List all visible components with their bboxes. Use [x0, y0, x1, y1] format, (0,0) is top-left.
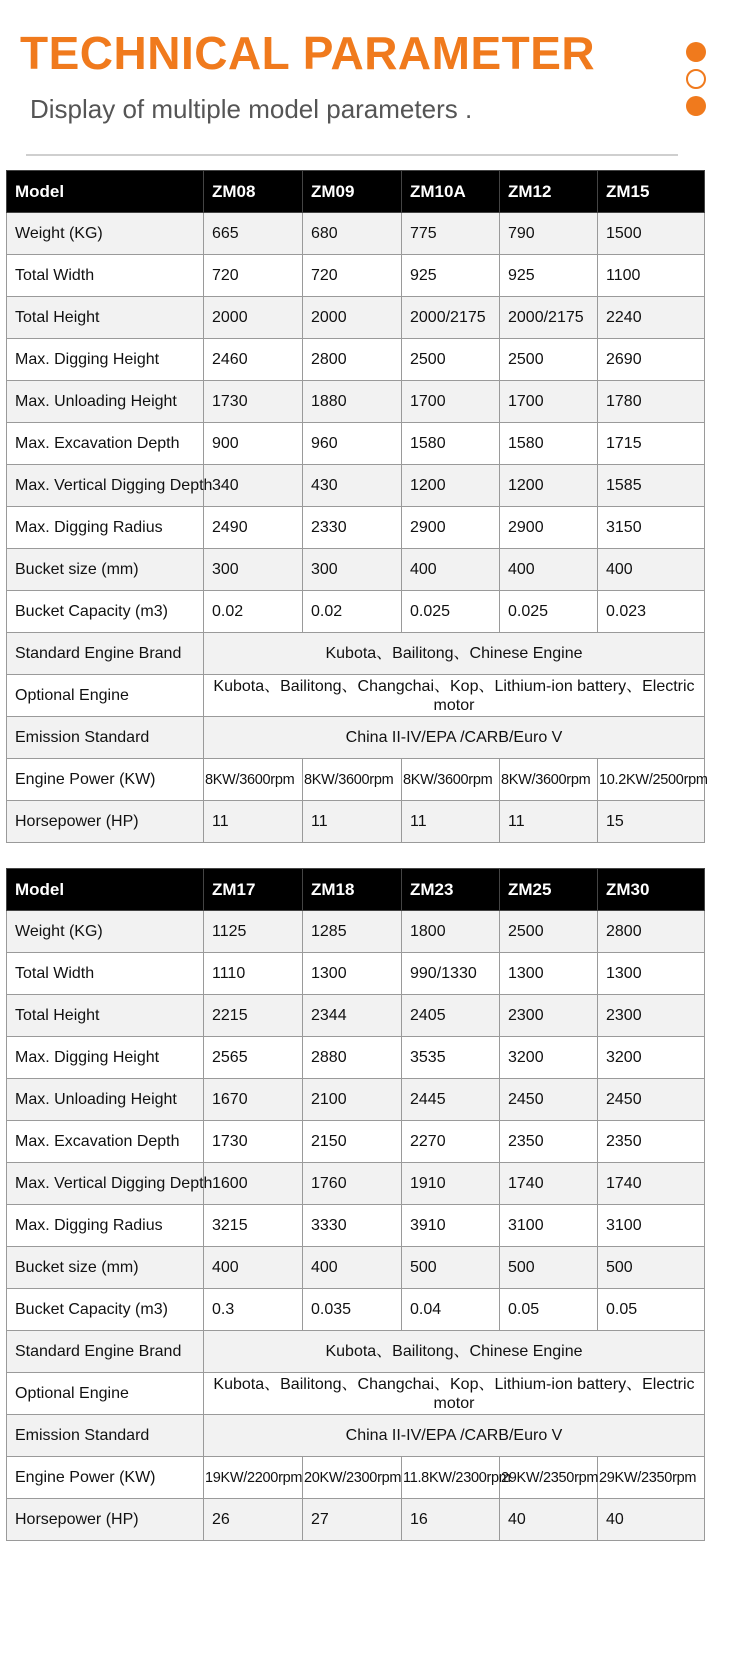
value-cell: 11 — [402, 801, 500, 843]
table-row — [7, 339, 705, 381]
spanning-value-cell: Kubota、Bailitong、Changchai、Kop、Lithium-ion battery、Electric motor — [204, 675, 705, 717]
value-cell: 775 — [402, 213, 500, 255]
table-header-row — [7, 869, 705, 911]
value-cell: 2565 — [204, 1037, 303, 1079]
table-row — [7, 507, 705, 549]
value-cell: 2000/2175 — [500, 297, 598, 339]
value-cell: 720 — [204, 255, 303, 297]
value-cell: 2000/2175 — [402, 297, 500, 339]
table-row — [7, 1121, 705, 1163]
value-cell: 2800 — [303, 339, 402, 381]
value-cell: 11 — [303, 801, 402, 843]
model-header-cell: Model — [7, 171, 204, 213]
value-cell: 400 — [303, 1247, 402, 1289]
row-label: Max. Excavation Depth — [7, 1121, 204, 1163]
value-cell: 1730 — [204, 381, 303, 423]
value-cell: 1585 — [598, 465, 705, 507]
table-row — [7, 911, 705, 953]
value-cell: 2000 — [204, 297, 303, 339]
value-cell: 1200 — [500, 465, 598, 507]
table-row — [7, 1079, 705, 1121]
value-cell: 3535 — [402, 1037, 500, 1079]
table-row — [7, 1415, 705, 1457]
value-cell: 0.025 — [500, 591, 598, 633]
row-label: Bucket Capacity (m3) — [7, 1289, 204, 1331]
value-cell: 990/1330 — [402, 953, 500, 995]
value-cell: 27 — [303, 1499, 402, 1541]
page-title: TECHNICAL PARAMETER — [20, 27, 596, 79]
table-row — [7, 633, 705, 675]
model-name-cell: ZM10A — [402, 171, 500, 213]
value-cell: 1110 — [204, 953, 303, 995]
value-cell: 1880 — [303, 381, 402, 423]
row-label: Max. Vertical Digging Depth — [7, 465, 204, 507]
value-cell: 300 — [204, 549, 303, 591]
value-cell: 0.05 — [598, 1289, 705, 1331]
value-cell: 8KW/3600rpm — [303, 759, 402, 801]
value-cell: 2100 — [303, 1079, 402, 1121]
row-label: Horsepower (HP) — [7, 1499, 204, 1541]
table-row — [7, 255, 705, 297]
table-row — [7, 1037, 705, 1079]
value-cell: 2150 — [303, 1121, 402, 1163]
value-cell: 680 — [303, 213, 402, 255]
table-header-row — [7, 171, 705, 213]
value-cell: 3330 — [303, 1205, 402, 1247]
decorative-dots — [686, 42, 708, 123]
value-cell: 10.2KW/2500rpm — [598, 759, 705, 801]
value-cell: 2500 — [402, 339, 500, 381]
value-cell: 2445 — [402, 1079, 500, 1121]
model-name-cell: ZM30 — [598, 869, 705, 911]
value-cell: 2300 — [500, 995, 598, 1037]
value-cell: 40 — [598, 1499, 705, 1541]
value-cell: 8KW/3600rpm — [204, 759, 303, 801]
value-cell: 960 — [303, 423, 402, 465]
value-cell: 8KW/3600rpm — [500, 759, 598, 801]
value-cell: 300 — [303, 549, 402, 591]
value-cell: 340 — [204, 465, 303, 507]
value-cell: 2500 — [500, 911, 598, 953]
filled-dot-icon — [686, 96, 706, 116]
value-cell: 1580 — [500, 423, 598, 465]
value-cell: 665 — [204, 213, 303, 255]
model-name-cell: ZM08 — [204, 171, 303, 213]
value-cell: 2270 — [402, 1121, 500, 1163]
value-cell: 1200 — [402, 465, 500, 507]
value-cell: 1740 — [598, 1163, 705, 1205]
value-cell: 16 — [402, 1499, 500, 1541]
value-cell: 3150 — [598, 507, 705, 549]
value-cell: 15 — [598, 801, 705, 843]
value-cell: 400 — [598, 549, 705, 591]
value-cell: 1285 — [303, 911, 402, 953]
value-cell: 400 — [204, 1247, 303, 1289]
row-label: Max. Excavation Depth — [7, 423, 204, 465]
row-label: Max. Unloading Height — [7, 1079, 204, 1121]
table-row — [7, 1247, 705, 1289]
value-cell: 2000 — [303, 297, 402, 339]
value-cell: 19KW/2200rpm — [204, 1457, 303, 1499]
table-row — [7, 1289, 705, 1331]
value-cell: 0.035 — [303, 1289, 402, 1331]
row-label: Weight (KG) — [7, 213, 204, 255]
value-cell: 1600 — [204, 1163, 303, 1205]
value-cell: 2500 — [500, 339, 598, 381]
filled-dot-icon — [686, 42, 706, 62]
value-cell: 2330 — [303, 507, 402, 549]
value-cell: 3100 — [500, 1205, 598, 1247]
value-cell: 1730 — [204, 1121, 303, 1163]
value-cell: 1300 — [303, 953, 402, 995]
spec-table-1 — [6, 170, 708, 843]
table-row — [7, 1163, 705, 1205]
row-label: Bucket Capacity (m3) — [7, 591, 204, 633]
table-row — [7, 801, 705, 843]
value-cell: 3910 — [402, 1205, 500, 1247]
value-cell: 2880 — [303, 1037, 402, 1079]
value-cell: 2800 — [598, 911, 705, 953]
value-cell: 1740 — [500, 1163, 598, 1205]
model-header-cell: Model — [7, 869, 204, 911]
row-label: Emission Standard — [7, 717, 204, 759]
row-label: Max. Vertical Digging Depth — [7, 1163, 204, 1205]
row-label: Engine Power (KW) — [7, 759, 204, 801]
model-name-cell: ZM12 — [500, 171, 598, 213]
row-label: Total Width — [7, 953, 204, 995]
table-row — [7, 717, 705, 759]
value-cell: 3100 — [598, 1205, 705, 1247]
row-label: Max. Digging Height — [7, 1037, 204, 1079]
value-cell: 1800 — [402, 911, 500, 953]
model-name-cell: ZM18 — [303, 869, 402, 911]
ring-dot-icon — [686, 69, 706, 89]
value-cell: 0.025 — [402, 591, 500, 633]
value-cell: 925 — [402, 255, 500, 297]
value-cell: 500 — [500, 1247, 598, 1289]
value-cell: 11 — [500, 801, 598, 843]
row-label: Standard Engine Brand — [7, 1331, 204, 1373]
value-cell: 720 — [303, 255, 402, 297]
value-cell: 0.02 — [204, 591, 303, 633]
spec-table-2 — [6, 868, 705, 1541]
row-label: Bucket size (mm) — [7, 1247, 204, 1289]
value-cell: 925 — [500, 255, 598, 297]
value-cell: 0.3 — [204, 1289, 303, 1331]
value-cell: 40 — [500, 1499, 598, 1541]
value-cell: 1300 — [598, 953, 705, 995]
value-cell: 0.023 — [598, 591, 705, 633]
model-name-cell: ZM15 — [598, 171, 705, 213]
value-cell: 2690 — [598, 339, 705, 381]
table-row — [7, 1205, 705, 1247]
value-cell: 26 — [204, 1499, 303, 1541]
value-cell: 1700 — [500, 381, 598, 423]
value-cell: 8KW/3600rpm — [402, 759, 500, 801]
row-label: Total Height — [7, 995, 204, 1037]
table-row — [7, 549, 705, 591]
value-cell: 500 — [402, 1247, 500, 1289]
value-cell: 2450 — [598, 1079, 705, 1121]
table-row — [7, 381, 705, 423]
value-cell: 0.05 — [500, 1289, 598, 1331]
model-name-cell: ZM23 — [402, 869, 500, 911]
value-cell: 400 — [402, 549, 500, 591]
row-label: Bucket size (mm) — [7, 549, 204, 591]
value-cell: 2215 — [204, 995, 303, 1037]
table-row — [7, 995, 705, 1037]
row-label: Max. Digging Height — [7, 339, 204, 381]
table-row — [7, 675, 705, 717]
row-label: Emission Standard — [7, 1415, 204, 1457]
value-cell: 3200 — [598, 1037, 705, 1079]
row-label: Optional Engine — [7, 1373, 204, 1415]
row-label: Total Width — [7, 255, 204, 297]
table-row — [7, 1457, 705, 1499]
value-cell: 20KW/2300rpm — [303, 1457, 402, 1499]
table-row — [7, 1373, 705, 1415]
value-cell: 2900 — [402, 507, 500, 549]
page-subtitle: Display of multiple model parameters . — [30, 94, 473, 124]
value-cell: 2900 — [500, 507, 598, 549]
value-cell: 1100 — [598, 255, 705, 297]
row-label: Max. Unloading Height — [7, 381, 204, 423]
value-cell: 1580 — [402, 423, 500, 465]
value-cell: 1700 — [402, 381, 500, 423]
value-cell: 790 — [500, 213, 598, 255]
table-row — [7, 213, 705, 255]
value-cell: 2490 — [204, 507, 303, 549]
table-row — [7, 465, 705, 507]
table-row — [7, 953, 705, 995]
row-label: Engine Power (KW) — [7, 1457, 204, 1499]
table-row — [7, 591, 705, 633]
value-cell: 0.02 — [303, 591, 402, 633]
value-cell: 1125 — [204, 911, 303, 953]
model-name-cell: ZM09 — [303, 171, 402, 213]
table-row — [7, 1331, 705, 1373]
spanning-value-cell: China II-IV/EPA /CARB/Euro V — [204, 1415, 705, 1457]
value-cell: 430 — [303, 465, 402, 507]
value-cell: 2344 — [303, 995, 402, 1037]
row-label: Max. Digging Radius — [7, 1205, 204, 1247]
table-row — [7, 1499, 705, 1541]
row-label: Total Height — [7, 297, 204, 339]
row-label: Horsepower (HP) — [7, 801, 204, 843]
value-cell: 2350 — [500, 1121, 598, 1163]
value-cell: 2350 — [598, 1121, 705, 1163]
spanning-value-cell: Kubota、Bailitong、Changchai、Kop、Lithium-ion battery、Electric motor — [204, 1373, 705, 1415]
value-cell: 1760 — [303, 1163, 402, 1205]
spanning-value-cell: China II-IV/EPA /CARB/Euro V — [204, 717, 705, 759]
value-cell: 2460 — [204, 339, 303, 381]
table-row — [7, 423, 705, 465]
value-cell: 2450 — [500, 1079, 598, 1121]
value-cell: 3200 — [500, 1037, 598, 1079]
value-cell: 1910 — [402, 1163, 500, 1205]
row-label: Weight (KG) — [7, 911, 204, 953]
value-cell: 2405 — [402, 995, 500, 1037]
value-cell: 29KW/2350rpm — [500, 1457, 598, 1499]
value-cell: 1780 — [598, 381, 705, 423]
value-cell: 1715 — [598, 423, 705, 465]
header-divider — [26, 154, 678, 156]
model-name-cell: ZM25 — [500, 869, 598, 911]
value-cell: 500 — [598, 1247, 705, 1289]
value-cell: 11 — [204, 801, 303, 843]
value-cell: 1670 — [204, 1079, 303, 1121]
value-cell: 29KW/2350rpm — [598, 1457, 705, 1499]
value-cell: 1300 — [500, 953, 598, 995]
spanning-value-cell: Kubota、Bailitong、Chinese Engine — [204, 1331, 705, 1373]
value-cell: 3215 — [204, 1205, 303, 1247]
value-cell: 0.04 — [402, 1289, 500, 1331]
row-label: Max. Digging Radius — [7, 507, 204, 549]
model-name-cell: ZM17 — [204, 869, 303, 911]
value-cell: 900 — [204, 423, 303, 465]
table-row — [7, 759, 705, 801]
table-row — [7, 297, 705, 339]
row-label: Optional Engine — [7, 675, 204, 717]
value-cell: 1500 — [598, 213, 705, 255]
value-cell: 11.8KW/2300rpm — [402, 1457, 500, 1499]
value-cell: 400 — [500, 549, 598, 591]
spanning-value-cell: Kubota、Bailitong、Chinese Engine — [204, 633, 705, 675]
row-label: Standard Engine Brand — [7, 633, 204, 675]
value-cell: 2240 — [598, 297, 705, 339]
value-cell: 2300 — [598, 995, 705, 1037]
